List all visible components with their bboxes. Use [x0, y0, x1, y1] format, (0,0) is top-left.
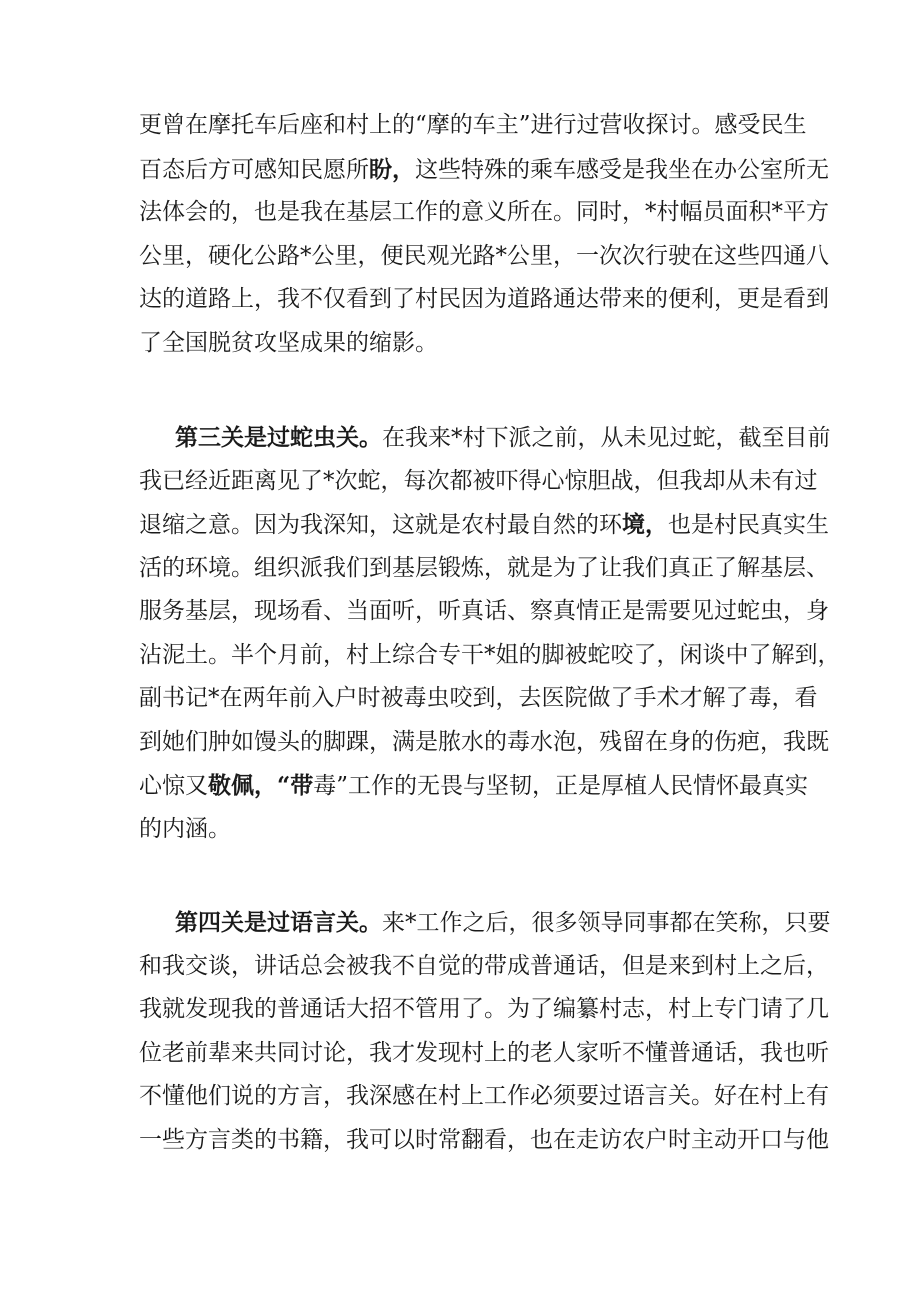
text-line	[139, 416, 831, 460]
text-line	[139, 901, 831, 945]
text-segment: 这些特殊的乘车感受是我坐在办公室所无	[415, 156, 829, 183]
text-segment: 来*工作之后，很多领导同事都在笑称，只要	[382, 910, 831, 936]
text-line	[139, 191, 829, 235]
text-line	[139, 988, 829, 1032]
text-segment: 了全国脱贫攻坚成果的缩影。	[139, 329, 438, 356]
text-line	[139, 503, 829, 547]
bold-text: 第三关是过蛇虫关。	[175, 424, 382, 451]
text-segment: 公里，硬化公路*公里，便民观光路*公里，一次次行驶在这些四通八	[139, 242, 829, 269]
text-line	[139, 590, 829, 634]
text-segment: 的内涵。	[139, 815, 231, 842]
text-line	[139, 764, 808, 808]
text-segment: 位老前辈来共同讨论，我才发现村上的老人家听不懂普通话，我也听	[139, 1039, 829, 1066]
bold-text: 第四关是过语言关。	[175, 909, 382, 936]
text-line	[139, 1119, 829, 1163]
text-line	[139, 547, 829, 591]
text-line	[139, 104, 807, 148]
text-line	[139, 1032, 829, 1076]
text-segment: 服务基层，现场看、当面听，听真话、察真情正是需要见过蛇虫，身	[139, 598, 829, 624]
text-segment: 百态后方可感知民愿所	[139, 156, 369, 183]
text-segment: 也是村民真实生	[668, 512, 829, 538]
paragraph-1	[139, 104, 829, 365]
text-segment: 在我来*村下派之前，从未见过蛇，截至目前	[382, 425, 831, 451]
text-segment: 不懂他们说的方言，我深感在村上工作必须要过语言关。好在村上有	[139, 1083, 829, 1109]
text-line	[139, 148, 829, 192]
paragraph-3	[139, 901, 831, 1162]
text-line	[139, 945, 829, 989]
text-segment: 我已经近距离见了*次蛇，每次都被吓得心惊胆战，但我却从未有过	[139, 467, 818, 494]
text-segment: 副书记*在两年前入户时被毒虫咬到，去医院做了手术才解了毒，看	[139, 685, 818, 711]
text-line	[139, 634, 841, 678]
text-segment: 达的道路上，我不仅看到了村民因为道路通达带来的便利，更是看到	[139, 286, 829, 312]
text-segment: 和我交谈，讲话总会被我不自觉的带成普通话，但是来到村上之后，	[139, 952, 829, 979]
text-segment: 法体会的，也是我在基层工作的意义所在。同时，*村幅员面积*平方	[139, 199, 829, 225]
text-segment: 到她们肿如馒头的脚踝，满是脓水的毒水泡，残留在身的伤疤，我既	[139, 728, 829, 755]
text-line	[139, 721, 829, 765]
text-segment: 沾泥土。半个月前，村上综合专干*姐的脚被蛇咬了，闲谈中了解到，	[139, 641, 841, 668]
text-line	[139, 1075, 829, 1119]
bold-text: 敬佩，“带	[208, 772, 314, 799]
text-line	[139, 808, 789, 852]
text-segment: 毒”工作的无畏与坚韧，正是厚植人民情怀最真实	[313, 773, 808, 799]
bold-text: 盼，	[369, 155, 415, 183]
text-segment: 退缩之意。因为我深知，这就是农村最自然的环	[139, 512, 622, 538]
text-line	[139, 322, 789, 366]
text-line	[139, 235, 829, 279]
text-segment: 活的环境。组织派我们到基层锻炼，就是为了让我们真正了解基层、	[139, 554, 829, 581]
text-line	[139, 460, 818, 504]
text-line	[139, 278, 829, 322]
text-segment: 更曾在摩托车后座和村上的“摩的车主”进行过营收探讨。感受民生	[139, 112, 807, 138]
text-line	[139, 677, 818, 721]
text-segment: 一些方言类的书籍，我可以时常翻看，也在走访农户时主动开口与他	[139, 1126, 829, 1153]
text-segment: 我就发现我的普通话大招不管用了。为了编纂村志，村上专门请了几	[139, 996, 829, 1022]
bold-text: 境，	[622, 511, 668, 538]
text-segment: 心惊又	[139, 773, 208, 799]
paragraph-2	[139, 416, 841, 851]
